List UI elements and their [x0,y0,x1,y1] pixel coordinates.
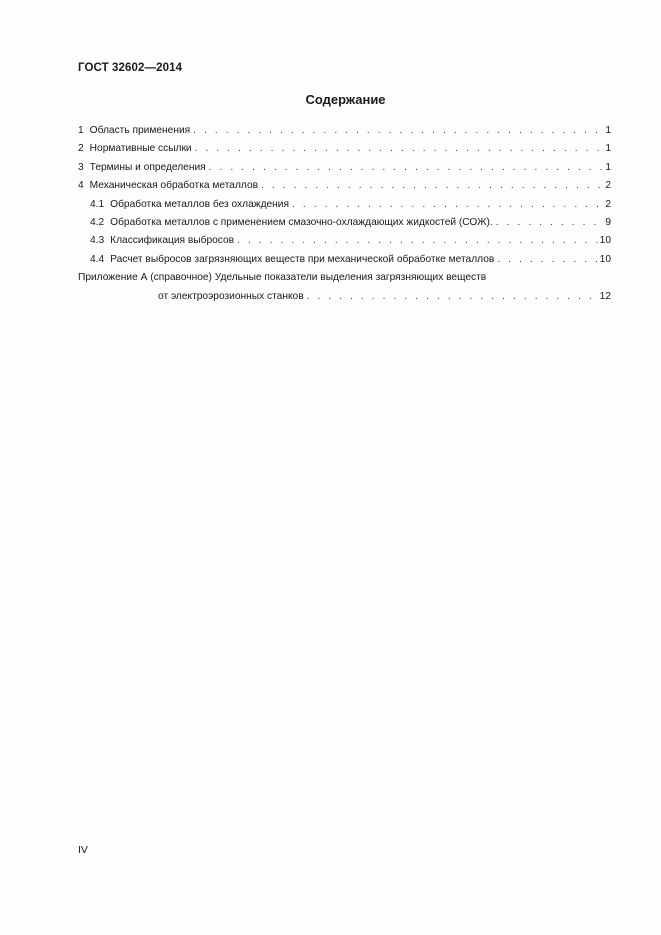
toc-entry-label: Область применения [89,125,191,136]
leader-dots [209,159,605,177]
toc-entry-2[interactable] [78,140,611,158]
toc-entry-number: 4.2 [90,216,105,228]
toc-entry-number: 4.4 [90,253,105,265]
page-title: Содержание [305,92,386,107]
toc-entry-page: 2 [605,198,611,210]
leader-dots [292,196,604,214]
toc-entry-page: 1 [605,143,611,155]
toc-entry-label: Термины и определения [89,161,206,173]
toc-entry-4-3[interactable] [78,232,611,250]
appendix-entry-line1[interactable] [78,269,611,287]
toc-entry-number: 2 [78,143,84,155]
toc-entry-label: Расчет выбросов загрязняющих веществ при механической обработке металлов [110,253,495,265]
toc-entry-4[interactable] [78,177,611,195]
leader-dots [193,122,604,140]
leader-dots [261,177,604,195]
toc-entry-label: Классификация выбросов [110,235,235,247]
toc-entry-page: 1 [605,161,611,173]
toc-entry-4-4[interactable] [78,251,611,269]
toc-entry-page: 12 [599,290,611,302]
appendix-entry-line2[interactable] [78,288,611,306]
table-of-contents [78,122,611,306]
leader-dots [496,214,605,232]
leader-dots [497,251,598,269]
leader-dots [307,288,599,306]
page-number: IV [78,844,88,856]
toc-entry-page: 9 [605,216,611,228]
toc-entry-label: Обработка металлов с применением смазочно-охлаждающих жидкостей (СОЖ). [110,216,493,228]
toc-entry-page: 10 [599,253,611,265]
toc-entry-label: Обработка металлов без охлаждения [110,198,290,210]
toc-entry-3[interactable] [78,159,611,177]
leader-dots [237,232,599,250]
toc-entry-number: 4.1 [90,198,105,210]
toc-entry-number: 3 [78,161,84,173]
appendix-label-continuation: от электроэрозионных станков [158,290,304,302]
toc-entry-label: Механическая обработка металлов [89,180,259,192]
toc-entry-number: 4.3 [90,235,105,247]
toc-entry-page: 1 [605,125,611,136]
leader-dots [195,140,605,158]
toc-entry-1[interactable] [78,122,611,140]
toc-entry-number: 1 [78,125,84,136]
appendix-label: Приложение А (справочное) Удельные показатели выделения загрязняющих веществ [78,272,487,284]
toc-entry-4-2[interactable] [78,214,611,232]
toc-entry-4-1[interactable] [78,196,611,214]
toc-entry-page: 2 [605,180,611,192]
toc-entry-page: 10 [599,235,611,247]
toc-entry-number: 4 [78,180,84,192]
toc-entry-label: Нормативные ссылки [89,143,192,155]
document-code: ГОСТ 32602—2014 [78,62,183,74]
